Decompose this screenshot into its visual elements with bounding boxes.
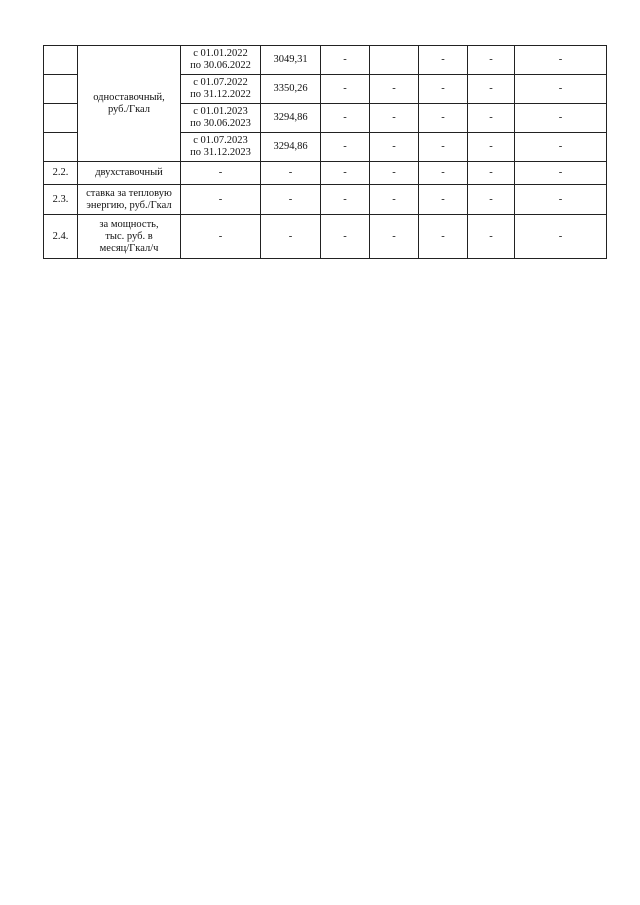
value-cell: - — [321, 46, 370, 75]
row-number-cell — [44, 46, 78, 75]
row-number-cell: 2.2. — [44, 162, 78, 185]
tariff-value-cell: 3294,86 — [261, 104, 321, 133]
period-cell: с 01.01.2022 по 30.06.2022 — [181, 46, 261, 75]
period-cell: с 01.07.2023 по 31.12.2023 — [181, 133, 261, 162]
value-cell: - — [321, 133, 370, 162]
value-cell: - — [468, 75, 515, 104]
value-cell: - — [321, 162, 370, 185]
value-cell: - — [468, 133, 515, 162]
value-cell: - — [515, 133, 607, 162]
value-cell: - — [419, 215, 468, 259]
row-number-cell: 2.3. — [44, 185, 78, 215]
value-cell: - — [181, 215, 261, 259]
table-row — [44, 162, 607, 185]
value-cell: - — [468, 104, 515, 133]
value-cell: - — [515, 185, 607, 215]
value-cell: - — [468, 162, 515, 185]
value-cell: - — [419, 75, 468, 104]
value-cell: - — [515, 46, 607, 75]
period-cell: с 01.01.2023 по 30.06.2023 — [181, 104, 261, 133]
value-cell: - — [181, 185, 261, 215]
value-cell: - — [419, 185, 468, 215]
value-cell: - — [515, 162, 607, 185]
value-cell: - — [419, 104, 468, 133]
value-cell — [370, 46, 419, 75]
value-cell: - — [515, 104, 607, 133]
table-row — [44, 215, 607, 259]
table-row — [44, 185, 607, 215]
value-cell: - — [181, 162, 261, 185]
value-cell: - — [468, 46, 515, 75]
value-cell: - — [370, 75, 419, 104]
value-cell: - — [515, 215, 607, 259]
value-cell: - — [370, 162, 419, 185]
tariff-value-cell: 3294,86 — [261, 133, 321, 162]
value-cell: - — [419, 162, 468, 185]
value-cell: - — [468, 185, 515, 215]
row-description-cell: ставка за тепловую энергию, руб./Гкал — [78, 185, 181, 215]
value-cell: - — [419, 46, 468, 75]
value-cell: - — [321, 215, 370, 259]
value-cell: - — [261, 215, 321, 259]
one-rate-label: одноставочный, руб./Гкал — [78, 46, 181, 162]
row-number-cell: 2.4. — [44, 215, 78, 259]
value-cell: - — [468, 215, 515, 259]
value-cell: - — [370, 133, 419, 162]
tariff-table — [43, 45, 607, 259]
row-number-cell — [44, 104, 78, 133]
value-cell: - — [370, 215, 419, 259]
row-description-cell: двухставочный — [78, 162, 181, 185]
tariff-value-cell: 3049,31 — [261, 46, 321, 75]
value-cell: - — [261, 162, 321, 185]
row-number-cell — [44, 75, 78, 104]
value-cell: - — [321, 104, 370, 133]
value-cell: - — [321, 75, 370, 104]
period-cell: с 01.07.2022 по 31.12.2022 — [181, 75, 261, 104]
value-cell: - — [419, 133, 468, 162]
value-cell: - — [515, 75, 607, 104]
row-description-cell: за мощность, тыс. руб. в месяц/Гкал/ч — [78, 215, 181, 259]
tariff-value-cell: 3350,26 — [261, 75, 321, 104]
value-cell: - — [261, 185, 321, 215]
row-number-cell — [44, 133, 78, 162]
value-cell: - — [370, 185, 419, 215]
value-cell: - — [321, 185, 370, 215]
value-cell: - — [370, 104, 419, 133]
table-row — [44, 46, 607, 75]
